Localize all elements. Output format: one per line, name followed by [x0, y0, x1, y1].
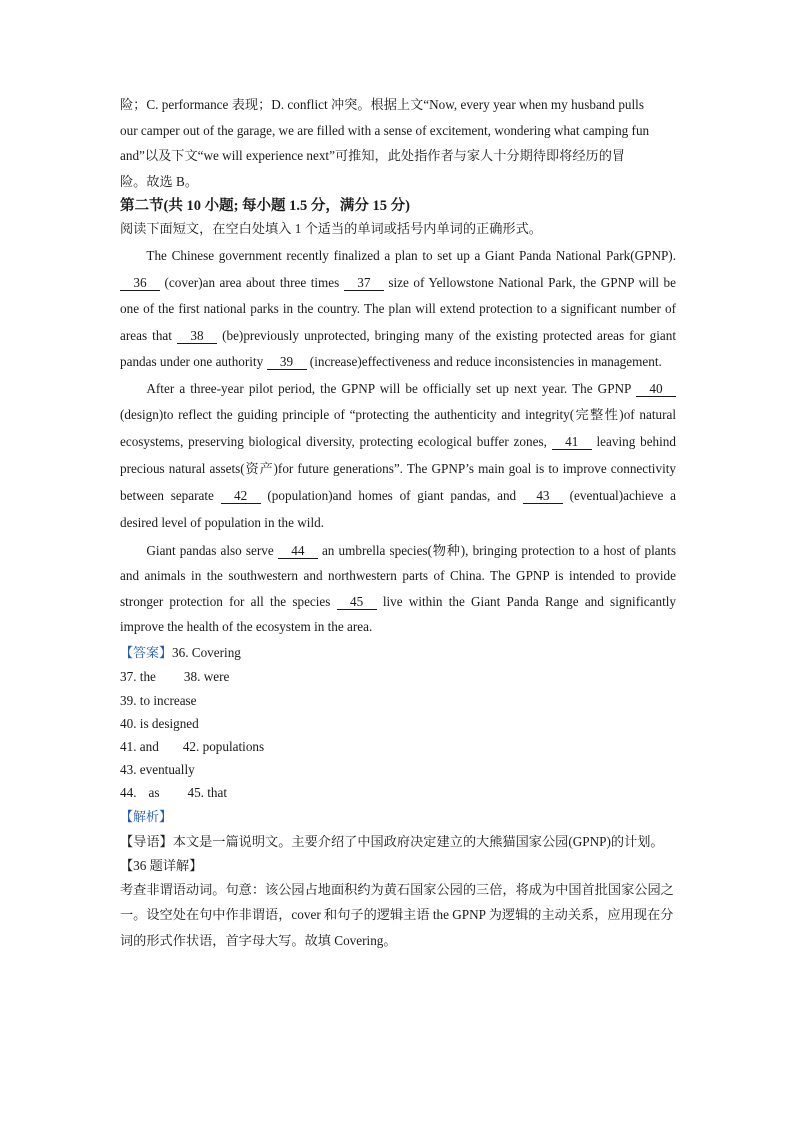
answer-41: 41. and: [120, 738, 159, 754]
passage-text: leaving behind precious natural assets(资产)for future generations”. The GPNP’s main goal is to improve connectivity between separate: [120, 434, 676, 504]
passage-paragraph-1: [120, 243, 676, 376]
answer-37: 37. the: [120, 669, 156, 685]
intro-line: 险；C. performance 表现；D. conflict 冲突。根据上文“Now, every year when my husband pulls: [120, 97, 644, 112]
section-instruction: 阅读下面短文，在空白处填入 1 个适当的单词或括号内单词的正确形式。: [120, 221, 542, 236]
passage-text: (eventual)achieve a desired level of population in the wild.: [120, 488, 676, 531]
answer-44-number: 44.: [120, 785, 137, 801]
answer-42: 42. populations: [182, 738, 265, 754]
analysis-line: [120, 805, 676, 829]
blank-43: 43: [523, 489, 563, 504]
blank-41: 41: [552, 435, 592, 450]
passage-text: size of Yellowstone National Park, the GPNP will be one of the first national parks in the country. The plan will extend protection to a significant number of areas that: [120, 274, 676, 343]
blank-42: 42: [221, 489, 261, 504]
guide-label: 【导语】: [120, 833, 173, 849]
analysis-section: [120, 805, 676, 954]
blank-44: 44: [278, 544, 318, 559]
previous-explanation: [120, 92, 676, 194]
guide-text: 本文是一篇说明文。主要介绍了中国政府决定建立的大熊猫国家公园(GPNP)的计划。: [172, 833, 664, 849]
passage-paragraph-3: [120, 538, 676, 639]
answer-36: 36. Covering: [172, 645, 241, 661]
blank-39: 39: [267, 355, 307, 370]
passage-text: The Chinese government recently finalized a plan to set up a Giant Panda National Park(GPNP).: [146, 248, 676, 263]
passage-text: (population)and homes of giant pandas, and: [260, 488, 523, 504]
passage-text: (design)to reflect the guiding principle of “protecting the authenticity and integrity(完整性)of natural ecosystems, preserving biological diversity, protecting ecological buffer zones,: [120, 407, 676, 450]
answer-line: [120, 735, 676, 758]
blank-38: 38: [177, 329, 217, 344]
passage-text: an umbrella species(物种), bringing protection to a host of plants and animals in the southwestern and northwestern parts of China. The GPNP is intended to provide stronger protection for all the species: [120, 542, 676, 609]
answer-line: [120, 781, 676, 804]
passage-text: Giant pandas also serve: [146, 542, 278, 558]
blank-36: 36: [120, 276, 160, 291]
answer-section: [120, 641, 676, 804]
passage-text: (be)previously unprotected, bringing many of the existing protected areas for giant pandas under one authority: [120, 327, 677, 369]
analysis-label: 【解析】: [120, 809, 173, 825]
guide-paragraph: [120, 829, 676, 854]
answer-38: 38. were: [183, 669, 230, 685]
passage-text: (cover)an area about three times: [160, 274, 344, 290]
intro-line: our camper out of the garage, we are filled with a sense of excitement, wondering what camping fun: [120, 122, 650, 138]
answer-line: [120, 641, 676, 665]
answer-45: 45. that: [187, 785, 228, 801]
answer-line: [120, 665, 676, 688]
cloze-passage: [120, 243, 676, 639]
answer-label: 【答案】: [120, 646, 173, 662]
blank-45: 45: [337, 595, 377, 610]
q36-explanation: 考查非谓语动词。句意：该公园占地面积约为黄石国家公园的三倍，将成为中国首批国家公园之一。设空处在句中作非谓语，cover 和句子的逻辑主语 the GPNP 为逻辑的主动关系，应用现在分词的形式作状语，首字母大写。故填 Covering。: [120, 881, 674, 948]
document-content: [120, 92, 676, 953]
blank-37: 37: [344, 276, 384, 291]
answer-43: 43. eventually: [120, 762, 195, 778]
intro-line: and”以及下文“we will experience next”可推知，此处指作者与家人十分期待即将经历的冒: [120, 148, 626, 163]
section-title: 第二节(共 10 小题; 每小题 1.5 分，满分 15 分): [120, 198, 410, 214]
answer-39: 39. to increase: [120, 692, 197, 708]
intro-line: 险。故选 B。: [120, 173, 199, 189]
passage-paragraph-2: [120, 376, 676, 537]
q36-label: 【36 题详解】: [120, 857, 203, 873]
passage-text: (increase)effectiveness and reduce inconsistencies in management.: [306, 354, 662, 369]
blank-40: 40: [636, 382, 676, 397]
answer-40: 40. is designed: [120, 715, 199, 731]
passage-text: After a three-year pilot period, the GPNP will be officially set up next year. The GPNP: [146, 380, 636, 396]
answer-44: as: [148, 785, 160, 801]
passage-text: live within the Giant Panda Range and significantly improve the health of the ecosystem in the area.: [120, 593, 676, 634]
